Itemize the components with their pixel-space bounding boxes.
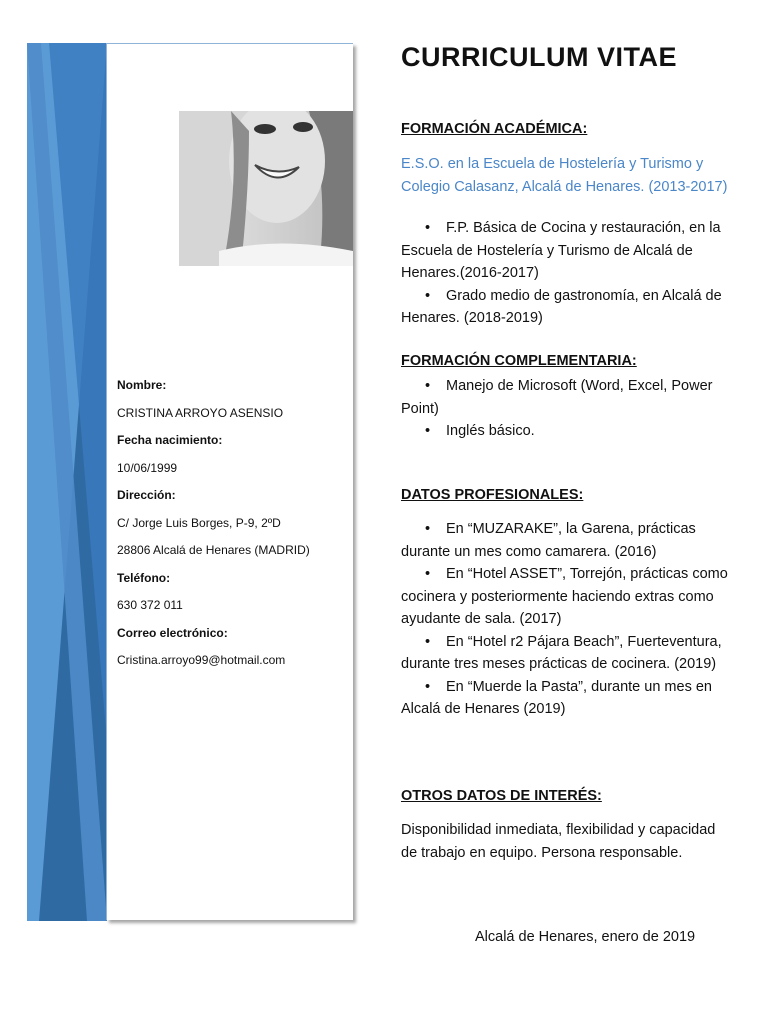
list-item-text: En “Hotel ASSET”, Torrejón, prácticas como cocinera y posteriormente haciendo extras como ayudante de sala. (2017) [401,566,728,627]
label-name: Nombre: [117,378,167,392]
complementary-list [401,375,731,443]
list-item-text: Manejo de Microsoft (Word, Excel, Power Point) [401,378,713,417]
label-address: Dirección: [117,488,176,502]
complementary-heading: FORMACIÓN COMPLEMENTARIA: [401,353,637,369]
list-item-text: F.P. Básica de Cocina y restauración, en la Escuela de Hostelería y Turismo de Alcalá de Henares.(2016-2017) [401,220,721,281]
bullet-icon: • [425,220,431,236]
value-email: Cristina.arroyo99@hotmail.com [117,653,286,667]
bullet-icon: • [425,378,431,394]
place-date-footer: Alcalá de Henares, enero de 2019 [475,929,696,945]
list-item-text: Inglés básico. [446,423,535,439]
bullet-icon: • [425,633,431,650]
academic-list [401,217,731,330]
bullet-icon: • [425,287,431,304]
value-address-line2: 28806 Alcalá de Henares (MADRID) [117,543,310,557]
list-item-text: En “Hotel r2 Pájara Beach”, Fuerteventura, durante tres meses prácticas de cocinera. (2019) [401,633,722,672]
list-item [401,285,731,330]
decorative-blue-band [27,43,107,921]
list-item [401,217,731,285]
other-text: Disponibilidad inmediata, flexibilidad y capacidad de trabajo en equipo. Persona responsable. [401,822,716,861]
list-item-text: Grado medio de gastronomía, en Alcalá de Henares. (2018-2019) [401,287,722,326]
personal-info-panel [106,43,353,920]
list-item [401,676,731,721]
list-item-text: En “MUZARAKE”, la Garena, prácticas durante un mes como camarera. (2016) [401,521,696,560]
bullet-icon: • [425,566,431,582]
value-birth-date: 10/06/1999 [117,460,178,475]
value-phone: 630 372 011 [117,598,183,612]
bullet-icon: • [425,423,431,439]
bullet-icon: • [425,521,431,537]
academic-heading: FORMACIÓN ACADÉMICA: [401,121,588,137]
list-item [401,631,731,676]
list-item-text: En “Muerde la Pasta”, durante un mes en Alcalá de Henares (2019) [401,678,712,717]
value-address-line1: C/ Jorge Luis Borges, P-9, 2ºD [117,515,281,530]
label-email: Correo electrónico: [117,625,228,640]
list-item [401,518,731,563]
professional-list [401,518,731,721]
label-birth-date: Fecha nacimiento: [117,433,223,447]
label-phone: Teléfono: [117,570,171,585]
bullet-icon: • [425,678,431,695]
profile-photo [179,111,353,266]
list-item [401,420,731,443]
academic-eso: E.S.O. en la Escuela de Hostelería y Turismo y Colegio Calasanz, Alcalá de Henares. (2013-2017) [401,156,728,195]
value-name: CRISTINA ARROYO ASENSIO [117,405,284,420]
page-title: CURRICULUM VITAE [401,42,677,72]
list-item [401,563,731,631]
list-item [401,375,731,420]
personal-details [117,372,349,675]
professional-heading: DATOS PROFESIONALES: [401,487,584,503]
other-heading: OTROS DATOS DE INTERÉS: [401,788,602,804]
